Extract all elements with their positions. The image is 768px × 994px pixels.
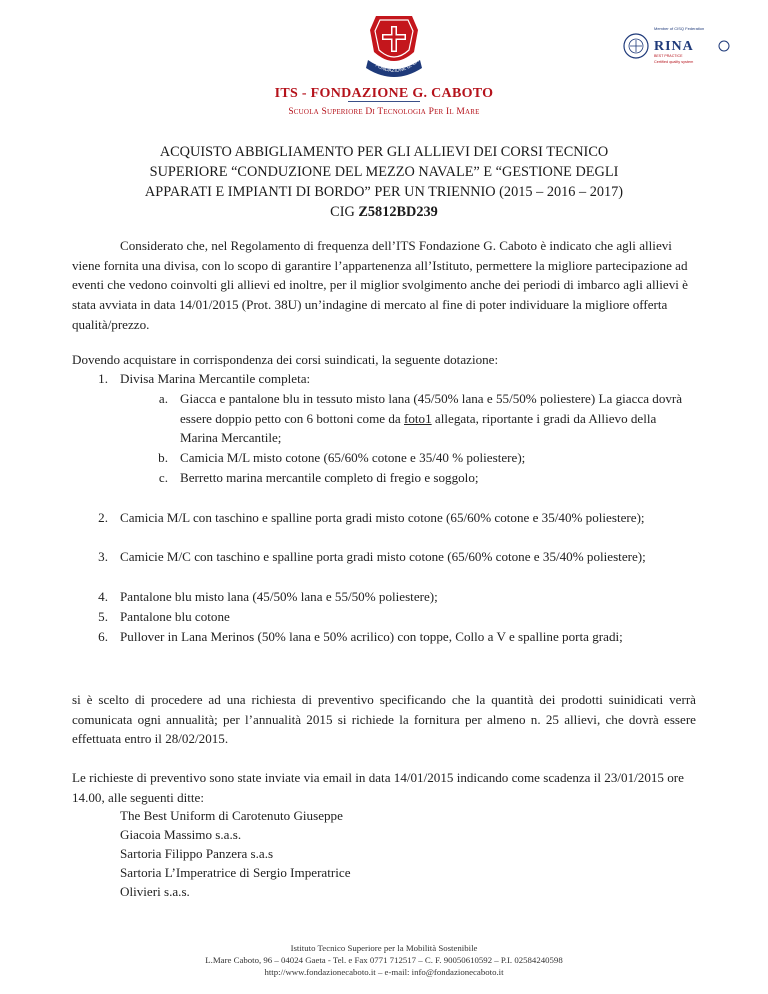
- list-intro: Dovendo acquistare in corrispondenza dei corsi suindicati, la seguente dotazione:: [72, 352, 499, 367]
- list-text: Camicia M/L con taschino e spalline porta gradi misto cotone (65/60% cotone e 35/40% poliestere);: [120, 510, 645, 525]
- list-number: 3.: [98, 549, 108, 564]
- firm-item: Giacoia Massimo s.a.s.: [120, 827, 242, 842]
- shield-cross-icon: [358, 12, 430, 84]
- sub-list-letter: c.: [158, 470, 168, 485]
- cig-line: [120, 202, 648, 222]
- cert-tag1-text: BEST PRACTICE: [654, 54, 683, 58]
- org-subtitle: Scuola Superiore Di Tecnologia Per Il Mare: [288, 107, 480, 117]
- title-line-3: APPARATI E IMPIANTI DI BORDO” PER UN TRIENNIO (2015 – 2016 – 2017): [144, 184, 624, 200]
- logo: [358, 12, 430, 84]
- rina-certification-icon: [622, 22, 734, 70]
- list-text: Divisa Marina Mercantile completa:: [120, 371, 311, 386]
- sub-list-letter: a.: [158, 391, 168, 406]
- org-name: ITS - FONDAZIONE G. CABOTO: [274, 86, 494, 101]
- document-title: [120, 142, 648, 222]
- list-text: Pullover in Lana Merinos (50% lana e 50% acrilico) con toppe, Collo a V e spalline porta gradi;: [120, 629, 623, 644]
- title-line-1: ACQUISTO ABBIGLIAMENTO PER GLI ALLIEVI DEI CORSI TECNICO: [159, 144, 609, 160]
- logo-ribbon-text: FONDAZIONE G. CA: [374, 58, 421, 75]
- sub-list-text: Camicia M/L misto cotone (65/60% cotone e 35/40 % poliestere);: [180, 450, 526, 465]
- decision-paragraph: si è scelto di procedere ad una richiesta di preventivo specificando che la quantità dei prodotti suinidicati verrà comunicata ogni annualità; per l’annualità 2015 si richiede la fornitura per almeno n. 25 allievi, che dovrà essere effettuata entro il 28/02/2015.: [72, 692, 696, 747]
- sub-list-text: [180, 389, 690, 448]
- firm-item: Sartoria Filippo Panzera s.a.s: [120, 846, 274, 861]
- cig-label: CIG: [330, 204, 355, 220]
- list-number: 2.: [98, 510, 108, 525]
- certification-badge: [622, 22, 734, 70]
- sub-a-text-post: allegata, riportante i gradi da Allievo della Marina Mercantile;: [180, 410, 657, 446]
- footer-institute: Istituto Tecnico Superiore per la Mobilità Sostenibile: [290, 943, 478, 953]
- title-line-2: SUPERIORE “CONDUZIONE DEL MEZZO NAVALE” E “GESTIONE DEGLI: [149, 164, 619, 180]
- list-number: 1.: [98, 371, 108, 386]
- cig-code: Z5812BD239: [358, 204, 438, 220]
- requests-paragraph: Le richieste di preventivo sono state inviate via email in data 14/01/2015 indicando come scadenza il 23/01/2015 ore 14.00, alle seguenti ditte:: [72, 770, 684, 805]
- cert-brand-text: RINA: [654, 39, 694, 54]
- list-number: 6.: [98, 629, 108, 644]
- list-number: 5.: [98, 609, 108, 624]
- sub-a-text-pre: Giacca e pantalone blu in tessuto misto lana (45/50% lana e 55/50% poliestere) La giacca dovrà essere doppio petto con 6 bottoni come da: [180, 391, 683, 426]
- intro-paragraph: Considerato che, nel Regolamento di frequenza dell’ITS Fondazione G. Caboto è indicato che agli allievi viene fornita una divisa, con lo scopo di garantire l’appartenenza all’Istituto, permettere la migliore partecipazione ad eventi che vedono coinvolti gli allievi ed inoltre, per il miglior svolgimento anche dei periodi di imbarco agli allievi è stata avviata in data 14/01/2015 (Prot. 38U) un’indagine di mercato al fine di poter individuare la migliore offerta qualità/prezzo.: [72, 238, 688, 332]
- firm-item: Olivieri s.a.s.: [120, 884, 190, 899]
- list-number: 4.: [98, 589, 108, 604]
- footer-contacts: http://www.fondazionecaboto.it – e-mail: info@fondazionecaboto.it: [264, 967, 504, 977]
- cert-tag2-text: Certified quality system: [654, 60, 694, 64]
- photo-link[interactable]: foto1: [404, 410, 432, 426]
- list-text: Pantalone blu cotone: [120, 609, 230, 624]
- list-text: Camicie M/C con taschino e spalline porta gradi misto cotone (65/60% cotone e 35/40% poliestere);: [120, 549, 646, 564]
- cert-small-text: Member of CISQ Federation: [654, 26, 705, 31]
- sub-list-letter: b.: [158, 450, 168, 465]
- sub-list-text: Berretto marina mercantile completo di fregio e soggolo;: [180, 470, 479, 485]
- footer-address: L.Mare Caboto, 96 – 04024 Gaeta - Tel. e Fax 0771 712517 – C. F. 90050610592 – P.I. 02584240598: [205, 955, 563, 965]
- list-text: Pantalone blu misto lana (45/50% lana e 55/50% poliestere);: [120, 589, 438, 604]
- firm-item: The Best Uniform di Carotenuto Giuseppe: [120, 808, 343, 823]
- firm-item: Sartoria L’Imperatrice di Sergio Imperatrice: [120, 865, 351, 880]
- divider: [348, 101, 420, 102]
